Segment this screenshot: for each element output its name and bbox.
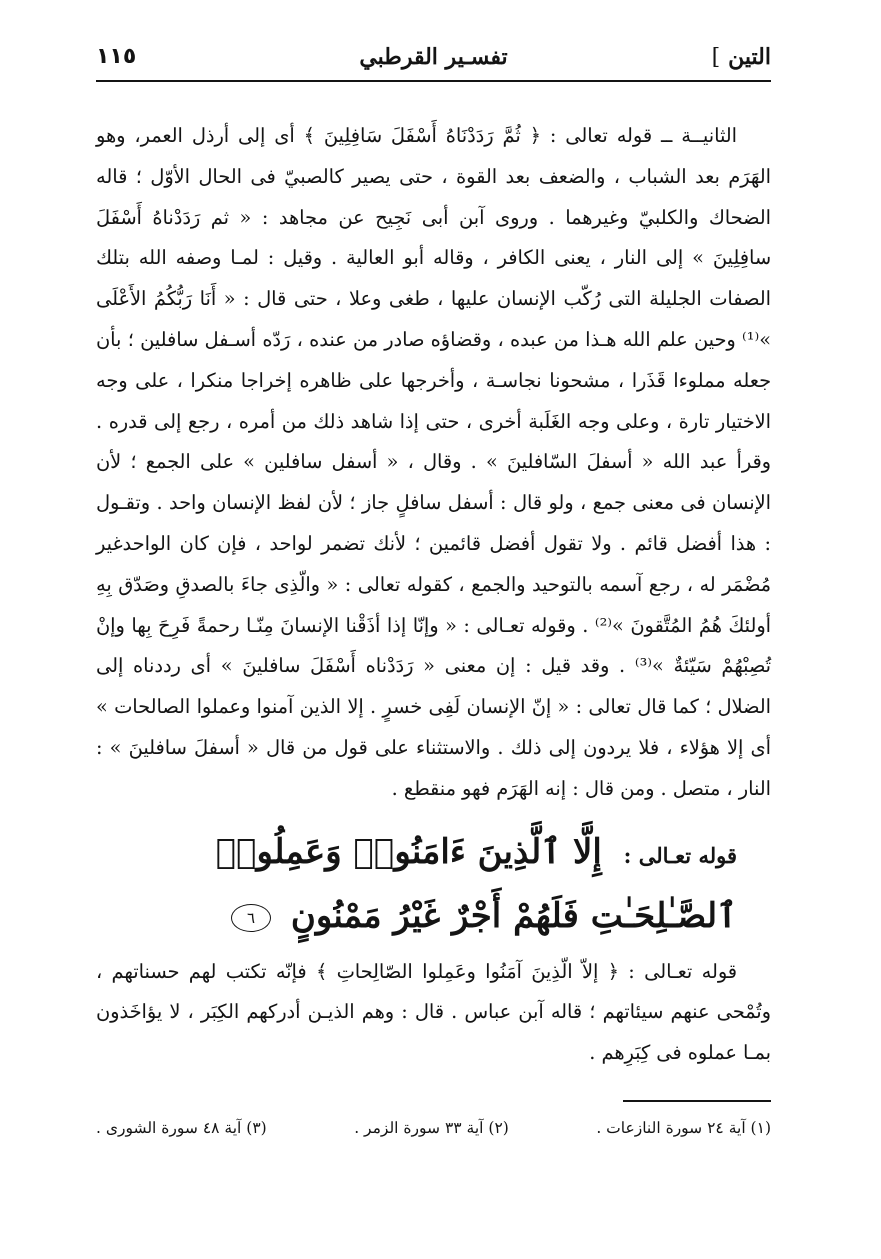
page-header [96, 38, 771, 82]
footnote-1: (١) آية ٢٤ سورة النازعات . [596, 1118, 771, 1137]
commentary-paragraph: الثانيــة ــ قوله تعالى : ﴿ ثُمَّ رَدَدْنَاهُ أَسْفَلَ سَافِلِينَ ﴾ أى إلى أرذل العمر، وهو الهَرَم بعد الشباب ، والضعف بعد القوة ، حتى يصير كالصبيّ فى الحال الأوّل ؛ قاله الضحاك والكلبيّ وغيرهما . وروى آبن أبى نَجِيح عن مجاهد : « ثم رَدَدْناهُ أَسْفَلَ سافِلِينَ » إلى النار ، يعنى الكافر ، وقاله أبو العالية . وقيل : لمـا وصفه الله بتلك الصفات الجليلة التى رُكّب الإنسان عليها ، طغى وعلا ، حتى قال : « أَنَا رَبُّكُمُ الأَعْلَى »⁽¹⁾ وحين علم الله هـذا من عبده ، وقضاؤه صادر من عنده ، رَدّه أسـفل سافلين ؛ بأن جعله مملوءا قَذَرا ، مشحونا نجاسـة ، وأخرجها على ظاهره إخراجا منكرا ، على وجه الاختيار تارة ، وعلى وجه الغَلَبة أخرى ، حتى إذا شاهد ذلك من أمره ، رجع إلى قدره . وقرأ عبد الله « أسفلَ السّافلينَ » . وقال ، « أسفل سافلين » على الجمع ؛ لأن الإنسان فى معنى جمع ، ولو قال : أسفل سافلٍ جاز ؛ لأن لفظ الإنسان واحد . وتقـول : هذا أفضل قائم . ولا تقول أفضل قائمين ؛ لأنك تضمر لواحد ، فإن كان الواحدغير مُضْمَر له ، رجع آسمه بالتوحيد والجمع ، كقوله تعالى : « والّذِى جاءَ بالصدقِ وصَدّق بِهِ أولئكَ هُمُ المُتَّقونَ »⁽²⁾ . وقوله تعـالى : « وإنّا إذا أذَقْنا الإنسانَ مِنّـا رحمةً فَرِحَ بِها وإنْ تُصِبْهُمْ سَيّئةٌ »⁽³⁾ . وقد قيل : إن معنى « رَدَدْناه أَسْفَلَ سافلينَ » أى رددناه إلى الضلال ؛ كما قال تعالى : « إنّ الإنسان لَفِى خسرٍ . إلا الذين آمنوا وعملوا الصالحات » أى إلا هؤلاء ، فلا يردون إلى ذلك . والاستثناء على قول من قال « أسفلَ سافلينَ » : النار ، متصل . ومن قال : إنه الهَرَم فهو منقطع . [96, 124, 771, 800]
header-bracket: ] [711, 45, 721, 70]
footnote-divider [623, 1100, 771, 1102]
page-body [96, 116, 771, 1074]
verse-commentary-paragraph: قوله تعـالى : ﴿ إلاّ الّذِينَ آمَنُوا وعَمِلوا الصّالِحاتِ ﴾ فإنّه تكتب لهم حسناتهم ، وتُمْحى عنهم سيئاتهم ؛ قاله آبن عباس . قال : وهم الذيـن أدركهم الكِبَر ، لا يؤاخَذون بمـا عملوه فى كِبَرِهم . [96, 959, 771, 1065]
quran-verse-heading [96, 822, 771, 946]
page-number: ١١٥ [96, 44, 137, 69]
verse-number-marker: ٦ [231, 904, 271, 932]
footnote-2: (٢) آية ٣٣ سورة الزمر . [354, 1118, 509, 1137]
footnotes [96, 1116, 771, 1140]
verse-text: إِلَّا ٱلَّذِينَ ءَامَنُوا۟ وَعَمِلُوا۟ ٱلصَّـٰلِحَـٰتِ فَلَهُمْ أَجْرٌ غَيْرُ مَمْنُونٍ [215, 831, 737, 936]
book-title: تفسـير القرطبي [359, 44, 508, 70]
surah-name: التين] [711, 44, 771, 70]
verse-lead-text: قوله تعـالى : [623, 842, 737, 868]
footnote-3: (٣) آية ٤٨ سورة الشورى . [96, 1118, 267, 1137]
